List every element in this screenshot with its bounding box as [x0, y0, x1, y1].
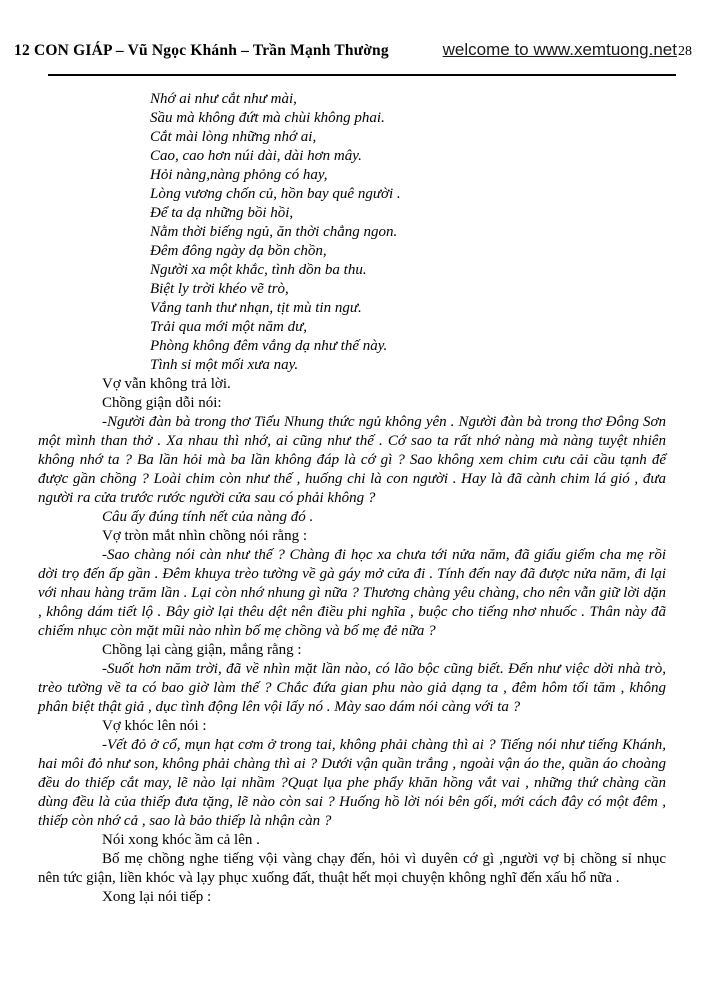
narration-paragraph: Vợ vẫn không trả lời.	[102, 376, 231, 392]
narration-paragraph: Bố mẹ chồng nghe tiếng vội vàng chạy đến, hỏi vì duyên cớ gì ,người vợ bị chồng sỉ nhục nên tức giận, liền khóc và lạy phục xuống đất, thuật hết mọi chuyện không nghĩ đến xấu hổ nữa .	[38, 851, 666, 886]
page-header	[14, 40, 692, 60]
narration-paragraph: Nói xong khóc ầm cả lên .	[102, 832, 260, 848]
narration-paragraph: Vợ khóc lên nói :	[102, 718, 207, 734]
narration-paragraph: Chồng giận dỗi nói:	[102, 395, 222, 411]
poem-line: Tình si một mối xưa nay.	[150, 357, 299, 373]
poem-line: Đêm đông ngày dạ bồn chồn,	[150, 243, 327, 259]
poem-line: Sầu mà không đứt mà chùi không phai.	[150, 110, 385, 126]
header-right	[443, 40, 692, 60]
narration-paragraph: Xong lại nói tiếp :	[102, 889, 212, 905]
poem-line: Lòng vương chốn củ, hồn bay quê người .	[150, 186, 401, 202]
poem-line: Hỏi nàng,nàng phỏng có hay,	[150, 167, 328, 183]
poem-line: Cao, cao hơn núi dài, dài hơn mây.	[150, 148, 362, 164]
poem-line: Trải qua mới một năm dư,	[150, 319, 308, 335]
header-divider	[48, 74, 676, 76]
page-number: 28	[678, 44, 692, 59]
dialogue-paragraph: -Sao chàng nói càn như thế ? Chàng đi học xa chưa tới nửa năm, đã giấu giếm cha mẹ rồi dời trọ đến ấp gần . Đêm khuya trèo tường về gà gáy mở cửa đi . Tính đến nay đã được nửa năm, đi lại với nhau hàng trăm lần . Lại còn nhớ nhung gì nữa ? Thương chàng yêu chàng, cho nên vẫn giữ lời dặn , không dám tiết lộ . Bây giờ lại thêu dệt nên điều phi nghĩa , buộc cho tiếng nhơ nhuốc . Thân này đã chiếm nhục còn mặt mũi nào nhìn bố mẹ chồng và bố mẹ đẻ nữa ?	[38, 547, 666, 639]
narration-paragraph: Vợ tròn mắt nhìn chồng nói rằng :	[102, 528, 307, 544]
dialogue-paragraph: -Suốt hơn năm trời, đã về nhìn mặt lần nào, có lão bộc cũng biết. Đến như việc dời nhà trò, trèo tường về ta có bao giờ làm thế ? Chắc đứa gian phu nào giả dạng ta , đêm hôm tối tăm , không phân biệt thật giả , dục tình động lên vội lấy nó . Mày sao dám nói càng với ta ?	[38, 661, 666, 715]
website-link[interactable]: welcome to www.xemtuong.net	[442, 40, 677, 59]
poem-line: Người xa một khắc, tình dồn ba thu.	[150, 262, 367, 278]
poem-line: Để ta dạ những bồi hồi,	[150, 205, 294, 221]
dialogue-paragraph: -Người đàn bà trong thơ Tiểu Nhung thức ngủ không yên . Người đàn bà trong thơ Đông Sơn một mình than thở . Xa nhau thì nhớ, ai cũng như thế . Cớ sao ta rất nhớ nàng mà nàng tuyệt nhiên không nhớ ta ? Ba lần hỏi mà ba lần không đáp là cớ gì ? Sao không xem chim cưu cải cầu tạnh để được gần chồng ? Loài chim còn như thế , huống chi là con người . Hay là đã cành chim lá gió , đưa người ra cửa trước rước người cửa sau có phải không ?	[38, 414, 666, 506]
narration-paragraph: Chồng lại càng giận, mắng rằng :	[102, 642, 302, 658]
poem-line: Nằm thời biếng ngủ, ăn thời chẳng ngon.	[150, 224, 398, 240]
poem-line: Nhớ ai như cắt như mài,	[150, 91, 297, 107]
book-title: 12 CON GIÁP – Vũ Ngọc Khánh – Trần Mạnh Thường	[14, 42, 389, 59]
poem	[38, 90, 666, 375]
poem-line: Biệt ly trời khéo vẽ trò,	[150, 281, 289, 297]
page-body	[38, 90, 666, 907]
poem-line: Cắt mài lòng những nhớ ai,	[150, 129, 317, 145]
poem-line: Phòng không đêm vắng dạ như thế này.	[150, 338, 388, 354]
dialogue-paragraph: Câu ấy đúng tính nết của nàng đó .	[102, 509, 314, 525]
poem-line: Vắng tanh thư nhạn, tịt mù tin ngư.	[150, 300, 362, 316]
dialogue-paragraph: -Vết đỏ ở cổ, mụn hạt cơm ở trong tai, không phải chàng thì ai ? Tiếng nói như tiếng Khánh, hai môi đỏ như son, không phải chàng thì ai ? Dưới vận quần trắng , ngoài vận áo the, quần áo choàng đều do thiếp cắt may, lẽ nào lại nhầm ?Quạt lụa phe phẩy khăn hồng vắt vai , những thứ chàng cần dùng đều là của thiếp đưa tặng, lẽ nào còn sai ? Huống hồ lời nói bên gối, mới cách đây có một đêm , thiếp còn nhớ cả , sao là bảo thiếp là nhận càn ?	[38, 737, 666, 829]
prose-section	[38, 375, 666, 907]
